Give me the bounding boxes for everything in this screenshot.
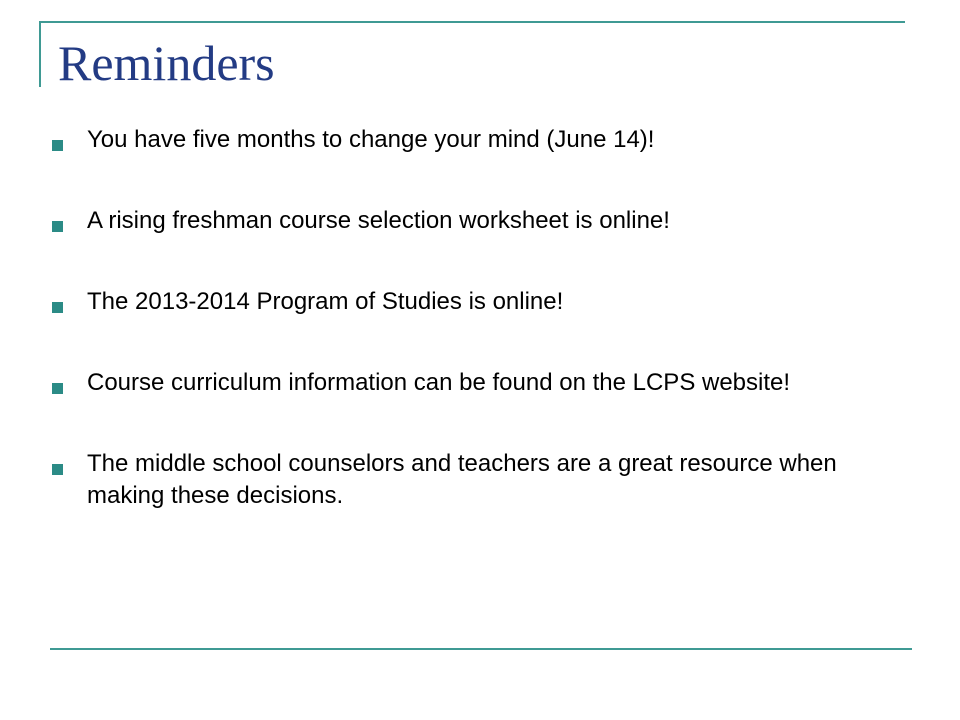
list-item: [52, 286, 922, 318]
square-bullet-icon: [52, 464, 63, 475]
left-accent-rule: [39, 21, 41, 87]
square-bullet-icon: [52, 140, 63, 151]
bullet-text: You have five months to change your mind (June 14)!: [87, 126, 655, 153]
list-item: [52, 367, 922, 399]
bullet-text: The 2013-2014 Program of Studies is online!: [87, 288, 564, 315]
bullet-text: A rising freshman course selection worksheet is online!: [87, 207, 670, 234]
square-bullet-icon: [52, 383, 63, 394]
slide-title: Reminders: [58, 35, 275, 91]
list-item: [52, 124, 922, 156]
list-item: [52, 448, 922, 512]
top-accent-rule: [39, 21, 905, 23]
bottom-accent-rule: [50, 648, 912, 650]
bullet-list: [52, 124, 922, 561]
bullet-text: Course curriculum information can be found on the LCPS website!: [87, 369, 791, 396]
square-bullet-icon: [52, 302, 63, 313]
square-bullet-icon: [52, 221, 63, 232]
bullet-text: The middle school counselors and teachers are a great resource when making these decisions.: [87, 450, 837, 509]
list-item: [52, 205, 922, 237]
